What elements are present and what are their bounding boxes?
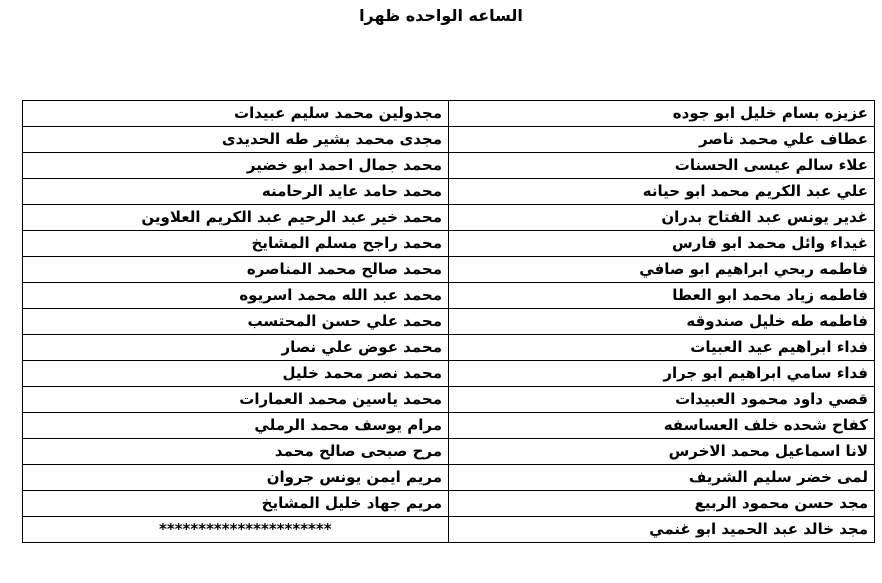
name-cell-right: مجد خالد عبد الحميد ابو غنمي	[449, 517, 875, 543]
name-cell-right: قصي داود محمود العبيدات	[449, 387, 875, 413]
name-cell-right: فاطمه زياد محمد ابو العطا	[449, 283, 875, 309]
table-row	[23, 153, 875, 179]
name-cell-left: محمد عوض علي نصار	[23, 335, 449, 361]
name-cell-right: لانا اسماعيل محمد الاخرس	[449, 439, 875, 465]
table-row	[23, 387, 875, 413]
table-row	[23, 361, 875, 387]
name-cell-right: علي عبد الكريم محمد ابو حيانه	[449, 179, 875, 205]
name-cell-left: مريم ايمن يونس جروان	[23, 465, 449, 491]
name-cell-right: علاء سالم عيسى الحسنات	[449, 153, 875, 179]
name-cell-right: مجد حسن محمود الربيع	[449, 491, 875, 517]
name-cell-left: مجدى محمد بشير طه الحديدى	[23, 127, 449, 153]
table-row	[23, 257, 875, 283]
name-cell-left: محمد صالح محمد المناصره	[23, 257, 449, 283]
table-row	[23, 413, 875, 439]
name-cell-right: عطاف علي محمد ناصر	[449, 127, 875, 153]
table-row	[23, 309, 875, 335]
name-cell-right: عزيزه بسام خليل ابو جوده	[449, 101, 875, 127]
name-cell-left: مجدولين محمد سليم عبيدات	[23, 101, 449, 127]
name-cell-right: فداء سامي ابراهيم ابو جرار	[449, 361, 875, 387]
table-row	[23, 491, 875, 517]
names-table	[22, 100, 875, 543]
name-cell-left: محمد عبد الله محمد اسريوه	[23, 283, 449, 309]
table-row	[23, 205, 875, 231]
table-row	[23, 231, 875, 257]
names-table-body	[23, 101, 875, 543]
table-row	[23, 101, 875, 127]
name-cell-right: لمى خضر سليم الشريف	[449, 465, 875, 491]
name-cell-left: **********************	[23, 517, 449, 543]
name-cell-left: محمد ياسين محمد العمارات	[23, 387, 449, 413]
table-row	[23, 283, 875, 309]
name-cell-right: فاطمه طه خليل صندوقه	[449, 309, 875, 335]
name-cell-left: محمد راجح مسلم المشايخ	[23, 231, 449, 257]
name-cell-left: محمد خير عبد الرحيم عبد الكريم العلاوين	[23, 205, 449, 231]
table-row	[23, 335, 875, 361]
name-cell-right: غيداء وائل محمد ابو فارس	[449, 231, 875, 257]
page-title: الساعه الواحده ظهرا	[359, 6, 523, 25]
table-row	[23, 439, 875, 465]
name-cell-left: مرام يوسف محمد الرملي	[23, 413, 449, 439]
table-row	[23, 517, 875, 543]
name-cell-right: كفاح شحده خلف العساسفه	[449, 413, 875, 439]
name-cell-right: غدير يونس عبد الفتاح بدران	[449, 205, 875, 231]
name-cell-left: محمد حامد عايد الرحامنه	[23, 179, 449, 205]
table-row	[23, 465, 875, 491]
name-cell-left: محمد جمال احمد ابو خضير	[23, 153, 449, 179]
table-row	[23, 127, 875, 153]
name-cell-left: مرح صبحى صالح محمد	[23, 439, 449, 465]
name-cell-right: فداء ابراهيم عيد العبيات	[449, 335, 875, 361]
table-row	[23, 179, 875, 205]
name-cell-left: محمد نصر محمد خليل	[23, 361, 449, 387]
name-cell-right: فاطمه ربحي ابراهيم ابو صافي	[449, 257, 875, 283]
name-cell-left: محمد علي حسن المحتسب	[23, 309, 449, 335]
name-cell-left: مريم جهاد خليل المشايخ	[23, 491, 449, 517]
